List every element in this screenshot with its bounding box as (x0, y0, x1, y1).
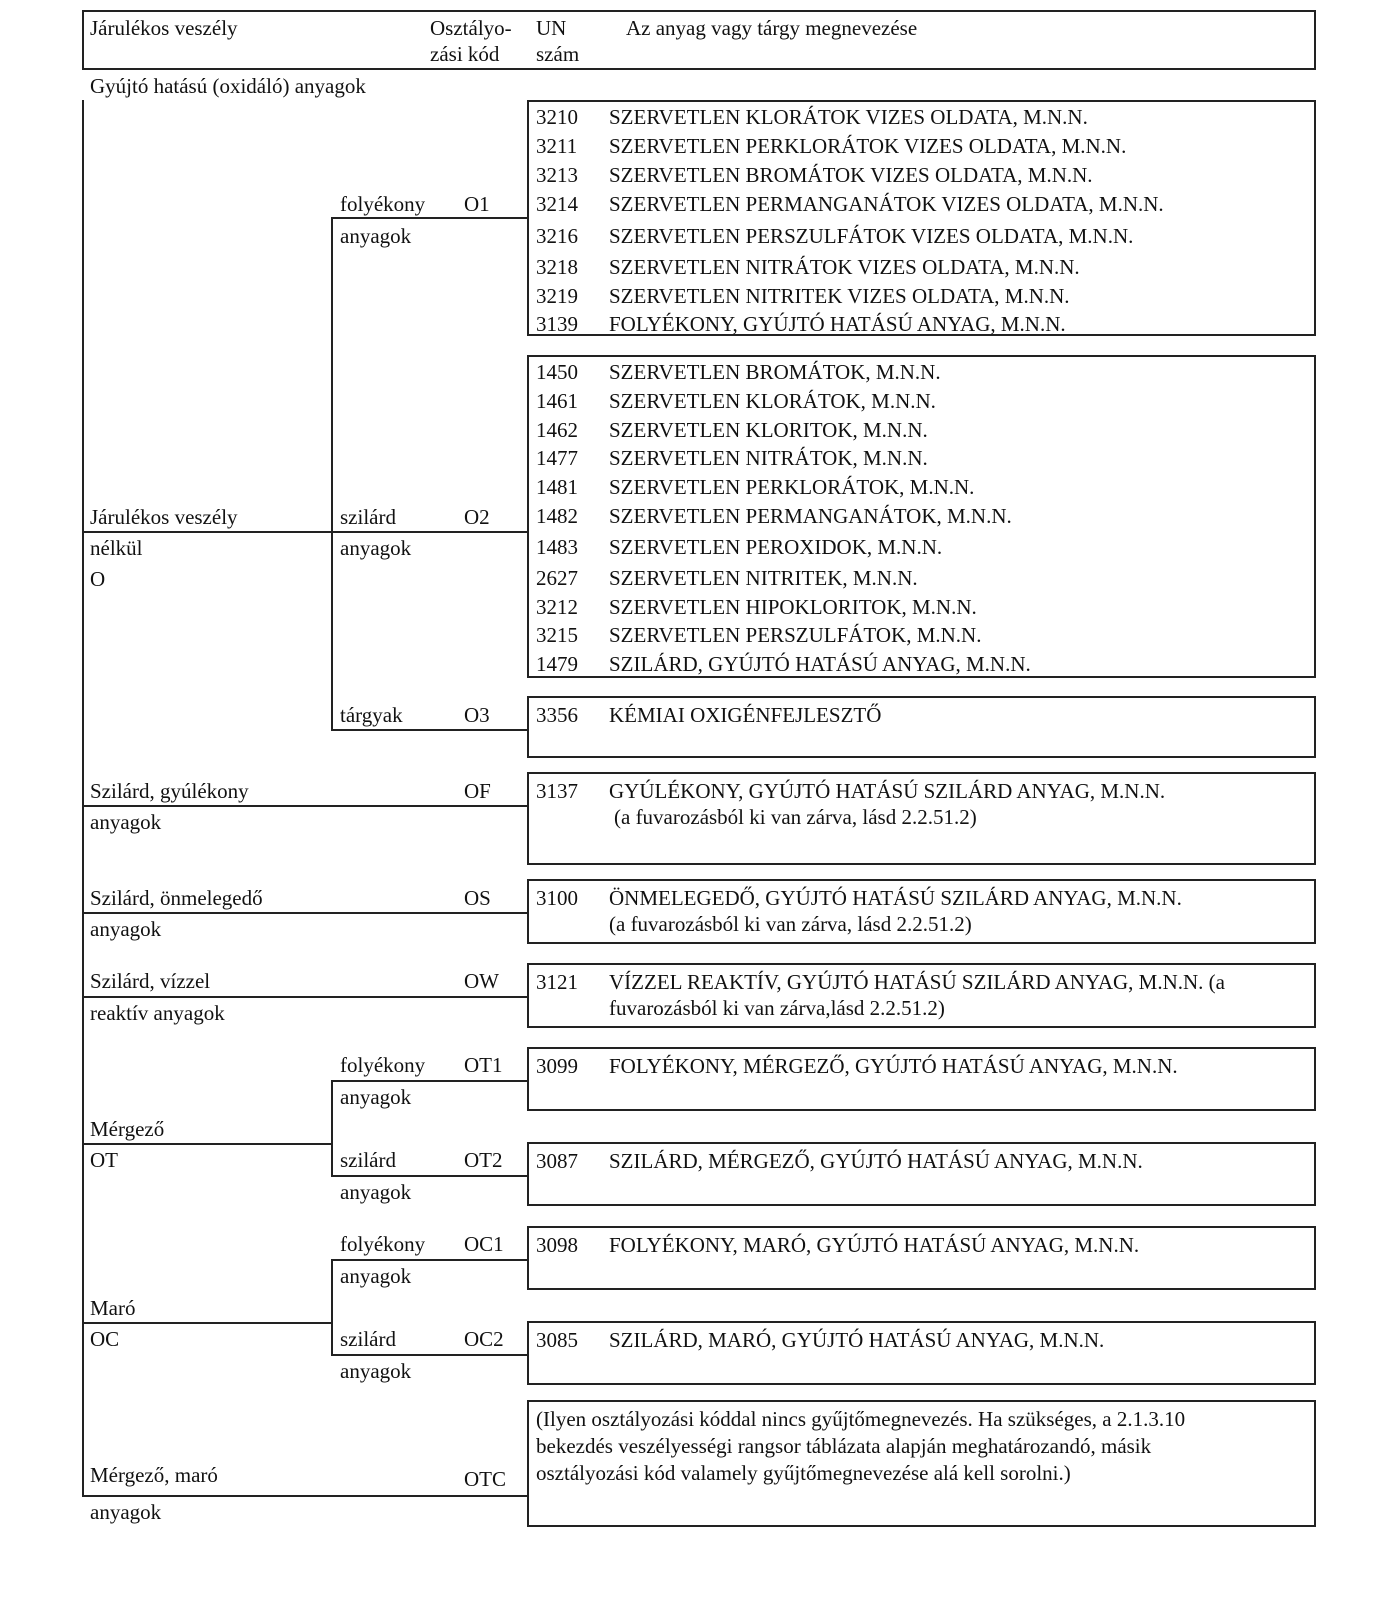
un-number: 3139 (536, 312, 578, 336)
line-oc1 (331, 1259, 528, 1261)
label-no-hazard-1: Járulékos veszély (90, 505, 238, 529)
label-water-1: Szilárd, vízzel (90, 969, 211, 993)
code-ow: OW (464, 969, 499, 993)
header-name: Az anyag vagy tárgy megnevezése (626, 16, 918, 40)
substance-name: FOLYÉKONY, MÉRGEZŐ, GYÚJTÓ HATÁSÚ ANYAG, M.N.N. (609, 1054, 1178, 1078)
otc-note-line: osztályozási kód valamely gyűjtőmegnevezése alá kell sorolni.) (536, 1461, 1071, 1485)
label-flammable-1: Szilárd, gyúlékony (90, 779, 249, 803)
label-oc1-substances: anyagok (340, 1264, 412, 1288)
otc-box (527, 1400, 1316, 1527)
un-number: 3214 (536, 192, 578, 216)
un-number: 3099 (536, 1054, 578, 1078)
oc2-box (527, 1321, 1316, 1385)
label-ot1-liquid: folyékony (340, 1053, 426, 1077)
exclusion-note: fuvarozásból ki van zárva,lásd 2.2.51.2) (609, 996, 945, 1020)
code-otc: OTC (464, 1467, 506, 1491)
un-number: 1462 (536, 418, 578, 442)
label-oc2-substances: anyagok (340, 1359, 412, 1383)
code-oc1: OC1 (464, 1232, 504, 1256)
label-o3-articles: tárgyak (340, 703, 403, 727)
code-o1: O1 (464, 192, 490, 216)
label-toxcorr-1: Mérgező, maró (90, 1463, 218, 1487)
substance-name: SZERVETLEN PEROXIDOK, M.N.N. (609, 535, 943, 559)
un-number: 3215 (536, 623, 578, 647)
label-o2-substances: anyagok (340, 536, 412, 560)
label-water-2: reaktív anyagok (90, 1001, 225, 1025)
otc-note-line: bekezdés veszélyességi rangsor táblázata alapján meghatározandó, másik (536, 1434, 1152, 1458)
substance-name: SZERVETLEN NITRITEK, M.N.N. (609, 566, 918, 590)
label-flammable-2: anyagok (90, 810, 162, 834)
code-ot1: OT1 (464, 1053, 503, 1077)
label-toxic-2: OT (90, 1148, 118, 1172)
label-no-hazard-3: O (90, 567, 106, 591)
label-selfheating-2: anyagok (90, 917, 162, 941)
un-number: 3219 (536, 284, 578, 308)
label-o2-solid: szilárd (340, 505, 396, 529)
header-code-line1: Osztályo- (430, 16, 512, 40)
section-title: Gyújtó hatású (oxidáló) anyagok (90, 74, 366, 98)
code-ot2: OT2 (464, 1148, 503, 1172)
os-box (527, 879, 1316, 944)
un-number: 3098 (536, 1233, 578, 1257)
code-os: OS (464, 886, 491, 910)
label-corrosive-1: Maró (90, 1296, 136, 1320)
ot2-box (527, 1142, 1316, 1206)
substance-name: KÉMIAI OXIGÉNFEJLESZTŐ (609, 703, 882, 727)
un-number: 3218 (536, 255, 578, 279)
line-oc (82, 1322, 332, 1324)
substance-name: SZERVETLEN NITRÁTOK VIZES OLDATA, M.N.N. (609, 255, 1080, 279)
line-ow (82, 996, 528, 998)
substance-name: SZERVETLEN PERMANGANÁTOK VIZES OLDATA, M.N.N. (609, 192, 1164, 216)
header-un-line2: szám (536, 42, 580, 66)
code-oc2: OC2 (464, 1327, 504, 1351)
un-number: 1450 (536, 360, 578, 384)
line-ot2 (331, 1175, 528, 1177)
line-ot1 (331, 1080, 528, 1082)
line-o (82, 531, 528, 533)
tree-ot-vertical (331, 1080, 333, 1176)
substance-name: SZILÁRD, MARÓ, GYÚJTÓ HATÁSÚ ANYAG, M.N.N. (609, 1328, 1105, 1352)
line-os (82, 912, 528, 914)
o3-box (527, 696, 1316, 758)
label-ot2-substances: anyagok (340, 1180, 412, 1204)
substance-name: SZERVETLEN PERSZULFÁTOK, M.N.N. (609, 623, 982, 647)
un-number: 1477 (536, 446, 578, 470)
substance-name: VÍZZEL REAKTÍV, GYÚJTÓ HATÁSÚ SZILÁRD ANYAG, M.N.N. (a (609, 970, 1225, 994)
substance-name: SZERVETLEN KLORITOK, M.N.N. (609, 418, 928, 442)
o2-box (527, 355, 1316, 678)
ow-box (527, 963, 1316, 1028)
substance-name: FOLYÉKONY, MARÓ, GYÚJTÓ HATÁSÚ ANYAG, M.N.N. (609, 1233, 1140, 1257)
un-number: 3216 (536, 224, 578, 248)
otc-note-line: (Ilyen osztályozási kóddal nincs gyűjtőmegnevezés. Ha szükséges, a 2.1.3.10 (536, 1407, 1186, 1431)
un-number: 3211 (536, 134, 578, 158)
un-number: 3121 (536, 970, 578, 994)
header-un-line1: UN (536, 16, 567, 40)
substance-name: SZILÁRD, GYÚJTÓ HATÁSÚ ANYAG, M.N.N. (609, 652, 1031, 676)
line-ot (82, 1143, 332, 1145)
header-hazard: Járulékos veszély (90, 16, 238, 40)
un-number: 3137 (536, 779, 578, 803)
tree-oc-vertical (331, 1259, 333, 1355)
tree-o-vertical (331, 218, 333, 730)
exclusion-note: (a fuvarozásból ki van zárva, lásd 2.2.51.2) (614, 805, 977, 829)
substance-name: SZERVETLEN KLORÁTOK, M.N.N. (609, 389, 936, 413)
line-o3 (331, 729, 528, 731)
label-no-hazard-2: nélkül (90, 536, 143, 560)
code-o3: O3 (464, 703, 490, 727)
line-o1 (331, 217, 528, 219)
oc1-box (527, 1226, 1316, 1290)
label-toxic-1: Mérgező (90, 1117, 165, 1141)
un-number: 1479 (536, 652, 578, 676)
substance-name: SZILÁRD, MÉRGEZŐ, GYÚJTÓ HATÁSÚ ANYAG, M.N.N. (609, 1149, 1143, 1173)
substance-name: SZERVETLEN NITRÁTOK, M.N.N. (609, 446, 928, 470)
header-code-line2: zási kód (430, 42, 500, 66)
un-number: 3356 (536, 703, 578, 727)
label-oc1-liquid: folyékony (340, 1232, 426, 1256)
label-selfheating-1: Szilárd, önmelegedő (90, 886, 263, 910)
un-number: 3210 (536, 105, 578, 129)
line-of (82, 805, 528, 807)
un-number: 1483 (536, 535, 578, 559)
line-oc2 (331, 1354, 528, 1356)
exclusion-note: (a fuvarozásból ki van zárva, lásd 2.2.51.2) (609, 912, 972, 936)
substance-name: SZERVETLEN HIPOKLORITOK, M.N.N. (609, 595, 977, 619)
label-oc2-solid: szilárd (340, 1327, 396, 1351)
label-ot2-solid: szilárd (340, 1148, 396, 1172)
substance-name: SZERVETLEN PERKLORÁTOK, M.N.N. (609, 475, 975, 499)
label-o1-liquid: folyékony (340, 192, 426, 216)
label-toxcorr-2: anyagok (90, 1500, 162, 1524)
code-o2: O2 (464, 505, 490, 529)
un-number: 3085 (536, 1328, 578, 1352)
code-of: OF (464, 779, 491, 803)
label-ot1-substances: anyagok (340, 1085, 412, 1109)
un-number: 3213 (536, 163, 578, 187)
substance-name: SZERVETLEN KLORÁTOK VIZES OLDATA, M.N.N. (609, 105, 1088, 129)
substance-name: SZERVETLEN BROMÁTOK, M.N.N. (609, 360, 941, 384)
substance-name: GYÚLÉKONY, GYÚJTÓ HATÁSÚ SZILÁRD ANYAG, M.N.N. (609, 779, 1166, 803)
un-number: 3100 (536, 886, 578, 910)
un-number: 1481 (536, 475, 578, 499)
un-number: 1482 (536, 504, 578, 528)
un-number: 3212 (536, 595, 578, 619)
of-box (527, 772, 1316, 865)
o1-box (527, 100, 1316, 336)
substance-name: ÖNMELEGEDŐ, GYÚJTÓ HATÁSÚ SZILÁRD ANYAG, M.N.N. (609, 886, 1182, 910)
substance-name: SZERVETLEN PERMANGANÁTOK, M.N.N. (609, 504, 1012, 528)
label-corrosive-2: OC (90, 1327, 120, 1351)
substance-name: FOLYÉKONY, GYÚJTÓ HATÁSÚ ANYAG, M.N.N. (609, 312, 1066, 336)
substance-name: SZERVETLEN PERKLORÁTOK VIZES OLDATA, M.N.N. (609, 134, 1127, 158)
substance-name: SZERVETLEN PERSZULFÁTOK VIZES OLDATA, M.N.N. (609, 224, 1134, 248)
substance-name: SZERVETLEN NITRITEK VIZES OLDATA, M.N.N. (609, 284, 1070, 308)
un-number: 3087 (536, 1149, 578, 1173)
ot1-box (527, 1047, 1316, 1111)
tree-main-vertical (82, 100, 84, 1497)
un-number: 2627 (536, 566, 578, 590)
label-o1-substances: anyagok (340, 224, 412, 248)
substance-name: SZERVETLEN BROMÁTOK VIZES OLDATA, M.N.N. (609, 163, 1093, 187)
un-number: 1461 (536, 389, 578, 413)
line-otc (82, 1495, 528, 1497)
